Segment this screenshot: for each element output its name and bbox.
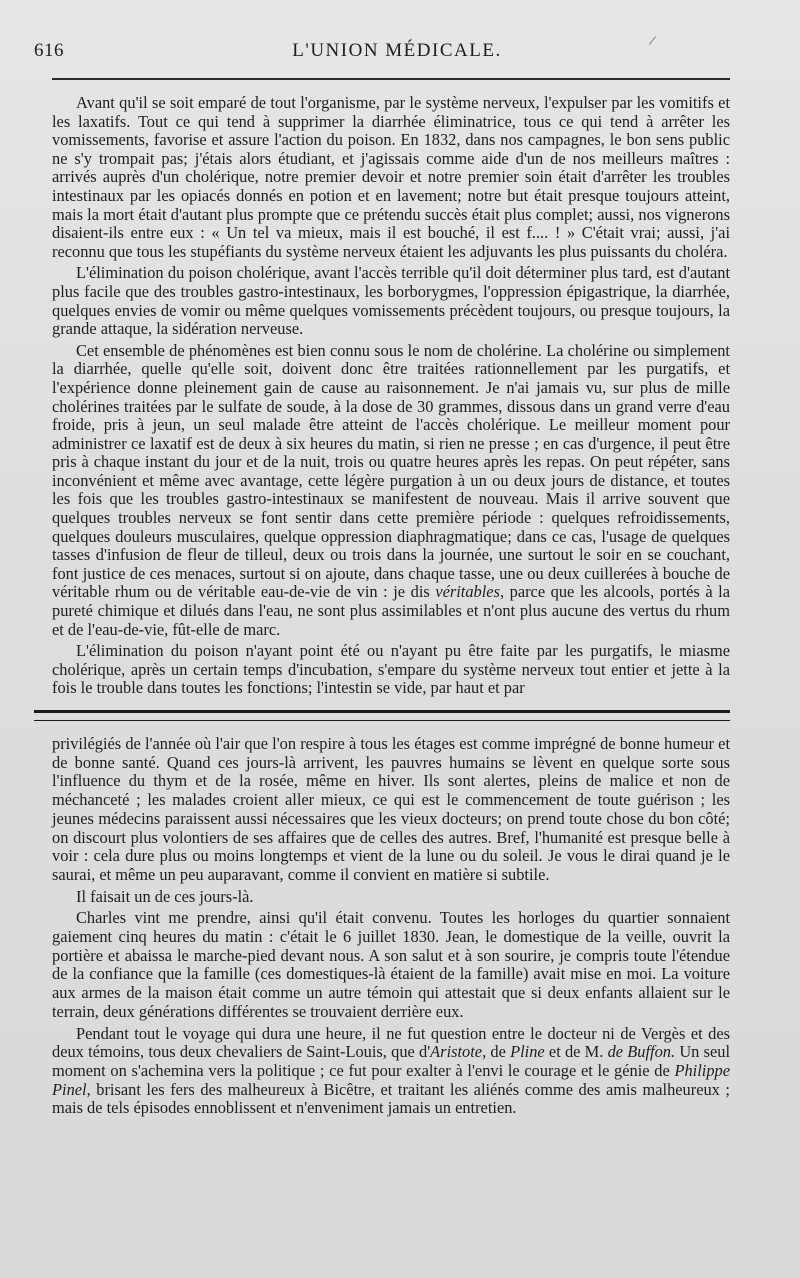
text-run: Un seul moment on s'achemina vers la politique ; ce fut pour exalter à l'envi le courage et le génie de	[52, 1042, 730, 1080]
page-header	[34, 40, 730, 70]
text-run: , brisant les fers des malheureux à Bicêtre, et traitant les aliénés comme des amis malheureux ; mais de tels épisodes ennoblissent et n'enveniment jamais un entretien.	[52, 1079, 730, 1118]
text-run: , de	[482, 1042, 511, 1062]
feuilleton-paragraph: Charles vint me prendre, ainsi qu'il était convenu. Toutes les horloges du quartier sonnaient gaiement cinq heures du matin : c'était le 6 juillet 1830. Jean, le domestique de la veille, ouvrit la portière et abaissa le marche-pied devant nous. A son salut et à son sourire, je compris toute l'étendue de la confiance que la famille (ces domestiques-là étaient de la famille) avait mise en moi. La voiture aux armes de la maison était comme un autre témoin qui attestait que si deux enfants allaient sur le terrain, deux générations différentes se trouvaient derrière eux.	[52, 908, 730, 1021]
journal-title: L'UNION MÉDICALE.	[292, 40, 502, 61]
text-run: Pendant tout le voyage qui dura une heure, il ne fut question entre le docteur ni de Vergès et des deux témoins, tous deux chevaliers de Saint-Louis, que d'	[52, 1023, 730, 1062]
paragraph-text: Cet ensemble de phénomènes est bien connu sous le nom de cholérine. La cholérine ou simplement la diarrhée, quelle qu'elle soit, doivent donc être traitées rationnellement par les purgatifs, et l'expérience donne pleinement gain de cause au raisonnement. Je n'ai jamais vu, sur plus de mille cholérines traitées par le sulfate de soude, à la dose de 30 grammes, dissous dans un grand verre d'eau froide, pris à jeun, un seul malade être atteint de l'accès cholérique. Le meilleur moment pour administrer ce laxatif est de deux à six heures du matin, si rien ne presse ; en cas d'urgence, il peut être pris à chaque instant du jour et de la nuit, trois ou quatre heures après les repas. On peut répéter, sans inconvénient et même avec avantage, cette légère purgation à un ou deux jours de distance, et toutes les fois que les troubles gastro-intestinaux se manifestent de nouveau. Mais il arrive souvent que quelques troubles nerveux se font sentir dans cette première période : quelques refroidissements, quelques douleurs musculaires, quelque oppression diaphragmatique; dans ce cas, l'usage de quelques tasses d'infusion de fleur de tilleul, deux ou trois dans la journée, une surtout le soir en se couchant, font justice de ces menaces, surtout si on ajoute, dans chaque tasse, une ou deux cuillerées à bouche de véritable rhum ou de véritable eau-de-vie de vin : je dis	[52, 340, 730, 602]
feuilleton-paragraph: privilégiés de l'année où l'air que l'on respire à tous les étages est comme imprégné de bonne humeur et de bonne santé. Quand ces jours-là arrivent, les pauvres humains se lèvent en quelque sorte sous l'influence du thym et de la rosée, même en hiver. Ils sont alertes, pleins de malice et non de méchanceté ; les malades croient aller mieux, ce qui est le commencement de toute guérison ; les jeunes médecins paraissent aussi nécessaires que les vieux docteurs; on prend toute chose du bon côté; on discourt plus volontiers de ses affaires que de celles des autres. Bref, l'humanité est presque belle à voir : cela dure plus ou moins longtemps et vient de la lune ou du soleil. Je vous le dirai quand je le saurai, et même un peu auparavant, comme il convient en matière si subtile.	[52, 734, 730, 884]
italic-name: Philippe Pinel	[52, 1060, 730, 1099]
paragraph	[34, 342, 730, 640]
italic-name: Pline	[510, 1042, 545, 1062]
paragraph: Avant qu'il se soit emparé de tout l'organisme, par le système nerveux, l'expulser par les vomitifs et les laxatifs. Tout ce qui tend à supprimer la diarrhée éliminatrice, tous ce qui tend à arrêter les vomissements, favorise et assure l'action du poison. En 1832, dans nos campagnes, le bon sens public ne s'y trompait pas; j'étais alors étudiant, et j'agissais comme aide d'un de nos meilleurs maîtres : arrivés auprès d'un cholérique, notre premier devoir et notre premier soin était d'arrêter les troubles intestinaux par les opiacés donnés en potion et en lavement; notre but était presque toujours atteint, mais la mort était d'autant plus prompte que ce prétendu succès était plus complet; aussi, nos vignerons disaient-ils entre eux : « Un tel va mieux, mais il est bouché, il est f.... ! » C'était vrai; aussi, j'ai reconnu que tous les stupéfiants du système nerveux étaient les adjuvants les plus puissants du choléra.	[52, 93, 730, 261]
feuilleton-paragraph: Il faisait un de ces jours-là.	[76, 886, 254, 906]
feuilleton-separator	[34, 710, 730, 721]
main-article	[34, 94, 730, 698]
stray-mark: /	[647, 33, 657, 50]
italic-word: véritables	[435, 582, 500, 602]
paragraph-tail: , parce que les alcools, portés à la pureté chimique et dilués dans l'eau, ne sont plus assimilables et n'ont plus aucune des vertus du rhum et de l'eau-de-vie, fût-elle de marc.	[52, 582, 730, 639]
feuilleton-paragraph	[34, 1025, 730, 1119]
page-number: 616	[34, 40, 64, 61]
paragraph: L'élimination du poison n'ayant point été ou n'ayant pu être faite par les purgatifs, le miasme cholérique, après un certain temps d'incubation, s'empare du système nerveux tout entier et jette à la fois le trouble dans toutes les fonctions; l'intestin se vide, par haut et par	[52, 641, 730, 698]
italic-name: Aristote	[430, 1042, 483, 1062]
text-run: et de M.	[544, 1042, 608, 1062]
italic-name: de Buffon.	[607, 1042, 676, 1062]
paragraph: L'élimination du poison cholérique, avant l'accès terrible qu'il doit déterminer plus tard, est d'autant plus facile que des troubles gastro-intestinaux, les borborygmes, l'oppression épigastrique, la diarrhée, quelques envies de vomir ou même quelques vomissements précèdent toujours, ou presque toujours, la grande attaque, la sidération nerveuse.	[52, 263, 730, 339]
header-rule	[52, 78, 730, 80]
feuilleton	[34, 735, 730, 1118]
